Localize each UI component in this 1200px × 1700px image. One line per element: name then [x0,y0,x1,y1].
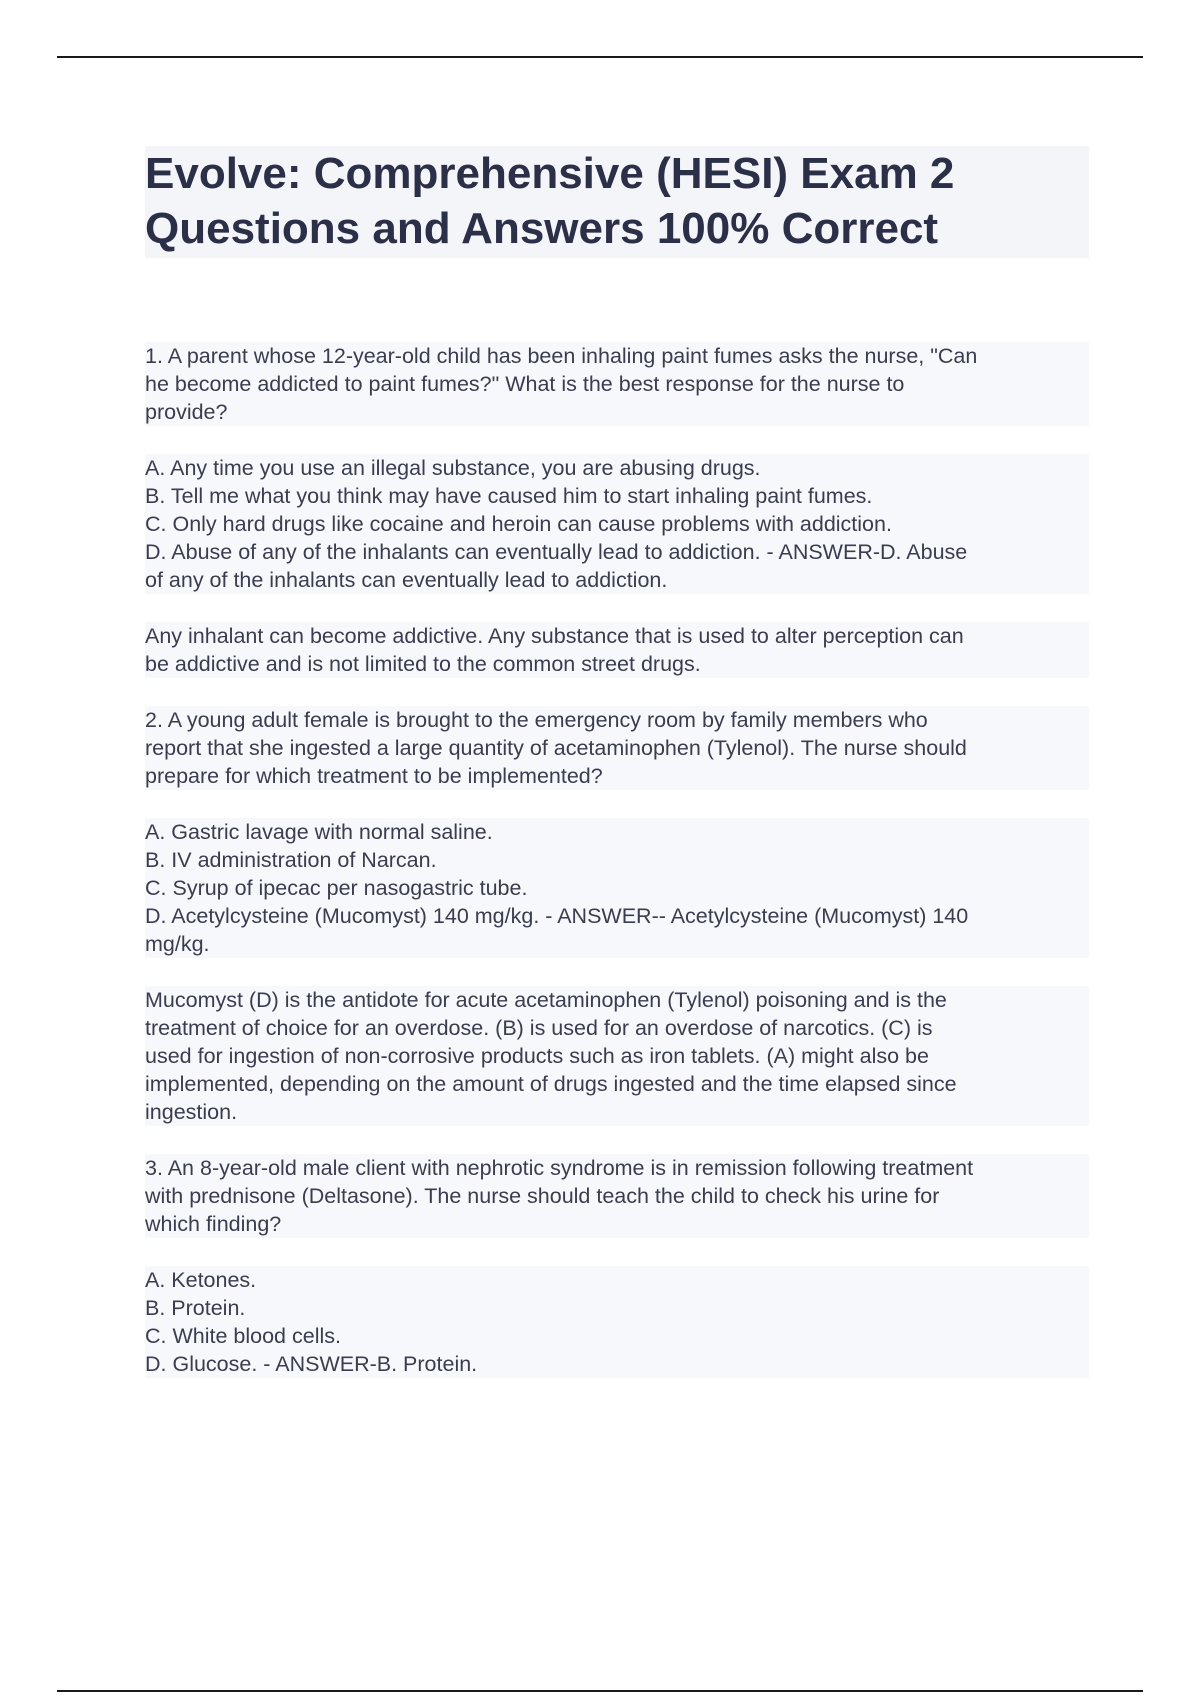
text-line: treatment of choice for an overdose. (B) is used for an overdose of narcotics. (C) is [145,1016,933,1040]
text-line: 1. A parent whose 12-year-old child has been inhaling paint fumes asks the nurse, "Can [145,344,978,368]
text-line: be addictive and is not limited to the common street drugs. [145,652,701,676]
text-line: B. Protein. [145,1296,246,1320]
text-line: Any inhalant can become addictive. Any substance that is used to alter perception can [145,624,964,648]
text-line: 3. An 8-year-old male client with nephrotic syndrome is in remission following treatment [145,1156,974,1180]
qa-list [145,342,1089,1378]
title-line: Questions and Answers 100% Correct [145,204,939,253]
question-2 [145,706,1089,790]
text-line: D. Glucose. - ANSWER-B. Protein. [145,1352,478,1376]
text-line: C. Syrup of ipecac per nasogastric tube. [145,876,528,900]
text-line: used for ingestion of non-corrosive products such as iron tablets. (A) might also be [145,1044,929,1068]
options-2 [145,818,1089,958]
text-line: A. Ketones. [145,1268,257,1292]
text-line: A. Any time you use an illegal substance, you are abusing drugs. [145,456,761,480]
text-line: prepare for which treatment to be implemented? [145,764,603,788]
top-rule [57,56,1143,58]
text-line: C. White blood cells. [145,1324,341,1348]
text-line: mg/kg. [145,932,210,956]
text-line: D. Acetylcysteine (Mucomyst) 140 mg/kg. - ANSWER-- Acetylcysteine (Mucomyst) 140 [145,904,969,928]
options-3 [145,1266,1089,1378]
text-line: of any of the inhalants can eventually lead to addiction. [145,568,668,592]
text-line: provide? [145,400,228,424]
options-1 [145,454,1089,594]
text-line: he become addicted to paint fumes?" What is the best response for the nurse to [145,372,905,396]
question-3 [145,1154,1089,1238]
question-1 [145,342,1089,426]
text-line: A. Gastric lavage with normal saline. [145,820,493,844]
bottom-rule [57,1690,1143,1692]
document-body [145,146,1089,1406]
text-line: which finding? [145,1212,282,1236]
text-line: implemented, depending on the amount of drugs ingested and the time elapsed since [145,1072,957,1096]
text-line: ingestion. [145,1100,238,1124]
text-line: B. Tell me what you think may have caused him to start inhaling paint fumes. [145,484,873,508]
text-line: report that she ingested a large quantity of acetaminophen (Tylenol). The nurse should [145,736,967,760]
title-line: Evolve: Comprehensive (HESI) Exam 2 [145,149,955,198]
document-title [145,146,1089,258]
text-line: with prednisone (Deltasone). The nurse should teach the child to check his urine for [145,1184,940,1208]
text-line: B. IV administration of Narcan. [145,848,437,872]
text-line: Mucomyst (D) is the antidote for acute acetaminophen (Tylenol) poisoning and is the [145,988,947,1012]
text-line: 2. A young adult female is brought to the emergency room by family members who [145,708,928,732]
rationale-2 [145,986,1089,1126]
text-line: C. Only hard drugs like cocaine and heroin can cause problems with addiction. [145,512,892,536]
rationale-1 [145,622,1089,678]
text-line: D. Abuse of any of the inhalants can eventually lead to addiction. - ANSWER-D. Abuse [145,540,968,564]
